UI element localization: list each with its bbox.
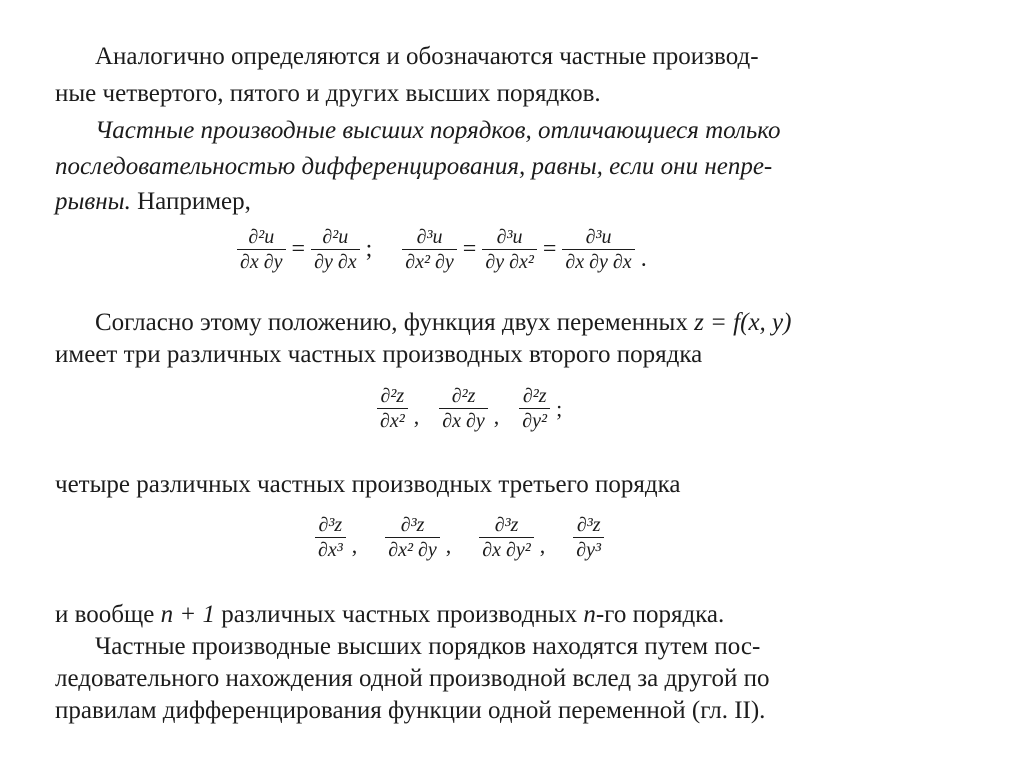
function-expression: z = f(x, y) [694, 309, 792, 336]
fraction: $\frac{\text{∂²u}}{\partial x \partial y}$ [237, 226, 286, 273]
theorem-line3-normal: Например, [137, 188, 251, 215]
n-variable: n [583, 601, 596, 628]
theorem-line1: Частные производные высших порядков, отличающиеся только [95, 117, 781, 144]
fraction: $\frac{\text{∂³u}}{\text{∂y ∂x²}}$ [482, 226, 537, 273]
paragraph2-line1 [95, 308, 791, 338]
paragraph4-line1: и вообще n + 1 различных частных производных n-го порядка. [55, 601, 725, 628]
n-plus-one: n + 1 [160, 601, 215, 628]
paragraph2-line2: имеет три различных частных производных второго порядка [55, 341, 703, 368]
paragraph5-line2: ледовательного нахождения одной производной вслед за другой по [55, 665, 770, 692]
equation-third-order: $\frac{\text{∂³z}}{\text{∂x³}}$ , $\frac{\text{∂³z}}{\text{∂x² ∂y}}$ , $\frac{\text{∂³z}}{\text{∂x ∂y²}}$ , $\frac{\text{∂³z}}{\text{∂y³}}$ [313, 514, 606, 561]
paragraph1-line2: ные четвертого, пятого и других высших порядков. [55, 80, 601, 107]
paragraph5-line1: Частные производные высших порядков находятся путем пос- [95, 633, 761, 660]
fraction: $\frac{\text{∂³u}}{\partial x \partial y \partial x}$ [562, 226, 634, 273]
paragraph3-line1: четыре различных частных производных третьего порядка [55, 471, 681, 498]
fraction: $\frac{\text{∂³z}}{\text{∂y³}}$ [573, 514, 604, 561]
fraction: $\frac{\text{∂²z}}{\text{∂y²}}$ [519, 385, 550, 432]
fraction: $\frac{\text{∂³z}}{\text{∂x³}}$ [315, 514, 346, 561]
paragraph1-line1: Аналогично определяются и обозначаются частные производ- [95, 43, 759, 70]
fraction: $\frac{\text{∂²u}}{\partial y \partial x}$ [311, 226, 360, 273]
fraction: $\frac{\text{∂²z}}{\text{∂x²}}$ [377, 385, 408, 432]
theorem-line3-italic: рывны. [55, 188, 131, 215]
equation-second-order: $\frac{\text{∂²z}}{\text{∂x²}}$ , $\frac{\text{∂²z}}{\partial x \partial y}$ , $\frac{\text{∂²z}}{\text{∂y²}}$ ; [375, 385, 580, 432]
fraction: $\frac{\text{∂³u}}{\text{∂x² ∂y}}$ [402, 226, 457, 273]
paragraph5-line3: правилам дифференцирования функции одной переменной (гл. II). [55, 697, 766, 724]
theorem-line2: последовательностью дифференцирования, равны, если они непре- [55, 153, 773, 180]
fraction: $\frac{\text{∂²z}}{\partial x \partial y}$ [439, 385, 488, 432]
fraction: $\frac{\text{∂³z}}{\text{∂x ∂y²}}$ [479, 514, 534, 561]
equation-mixed-derivatives: $\frac{\text{∂²u}}{\partial x \partial y}$ = $\frac{\text{∂²u}}{\partial y \partial x}$ ; $\frac{\text{∂³u}}{\text{∂x² ∂y}}$ = $\frac{\text{∂³u}}{\text{∂y ∂x²}}$ = $\frac{\text{∂³u}}{\partial x \partial y \partial x}$ . [235, 226, 651, 273]
paragraph2-text: Согласно этому положению, функция двух переменных [95, 309, 688, 336]
theorem-line3 [55, 187, 251, 217]
fraction: $\frac{\text{∂³z}}{\text{∂x² ∂y}}$ [385, 514, 440, 561]
